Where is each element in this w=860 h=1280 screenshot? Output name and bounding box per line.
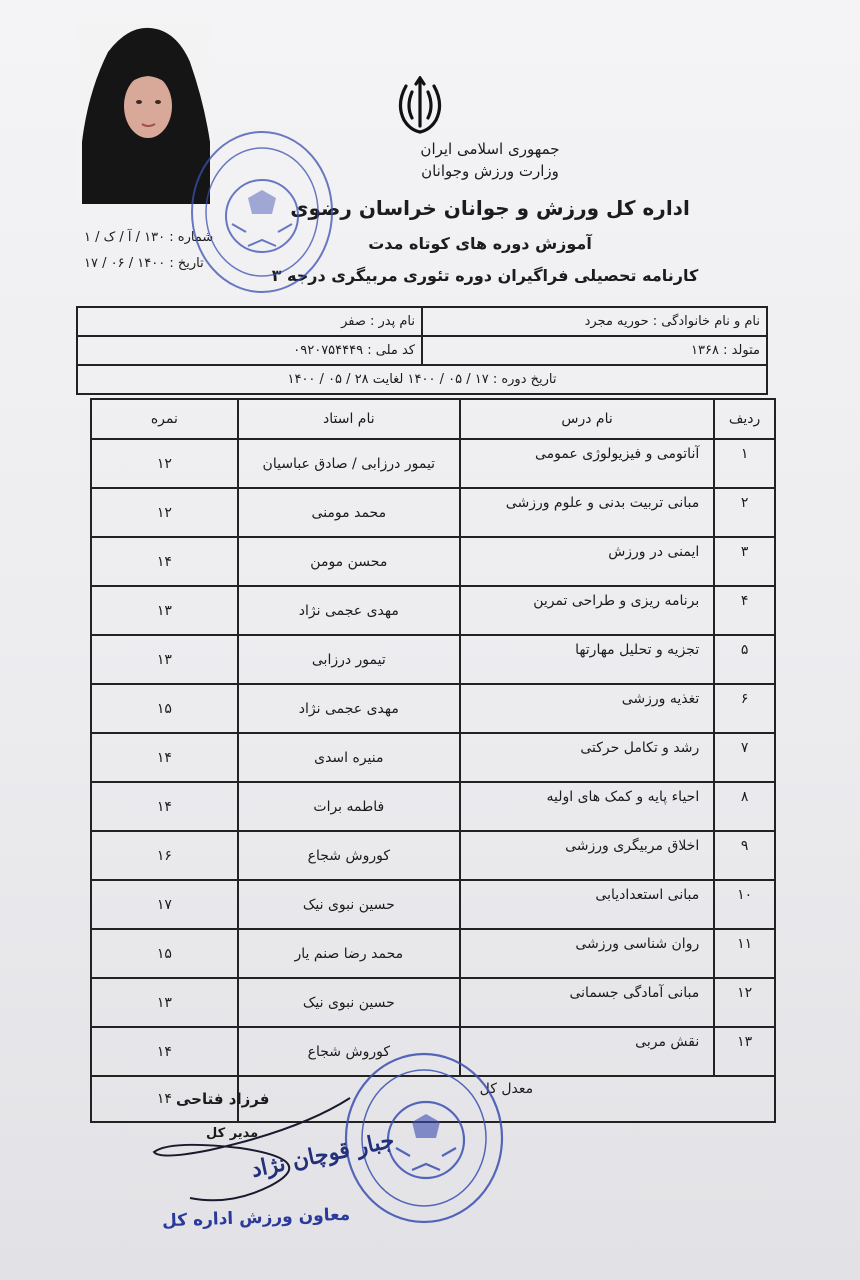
row-number: ۳ xyxy=(714,537,775,586)
row-number: ۱۱ xyxy=(714,929,775,978)
course-name: اخلاق مربیگری ورزشی xyxy=(460,831,714,880)
row-number: ۲ xyxy=(714,488,775,537)
teacher-name: کوروش شجاع xyxy=(238,1027,460,1076)
course-type: آموزش دوره های کوتاه مدت xyxy=(368,234,592,253)
birth-year: متولد : ۱۳۶۸ xyxy=(691,343,760,358)
teacher-name: محمد مومنی xyxy=(238,488,460,537)
student-info-table xyxy=(76,306,768,395)
course-name: مبانی آمادگی جسمانی xyxy=(460,978,714,1027)
row-number: ۱۳ xyxy=(714,1027,775,1076)
grade: ۱۲ xyxy=(91,488,238,537)
course-name: آناتومی و فیزیولوژی عمومی xyxy=(460,439,714,488)
header-grade: نمره xyxy=(91,399,238,439)
grade: ۱۳ xyxy=(91,978,238,1027)
table-row xyxy=(91,684,775,733)
reference-date: تاریخ : ۱۴۰۰ / ۰۶ / ۱۷ xyxy=(84,256,204,271)
table-row xyxy=(91,586,775,635)
table-row xyxy=(91,537,775,586)
deputy-name: جبار قوچان نژاد xyxy=(248,1127,397,1183)
table-row xyxy=(91,978,775,1027)
grade: ۱۴ xyxy=(91,537,238,586)
row-number: ۶ xyxy=(714,684,775,733)
director-role: مدیر کل xyxy=(206,1126,259,1141)
student-full-name: نام و نام خانوادگی : حوریه مجرد xyxy=(584,314,760,329)
father-name: نام پدر : صفر xyxy=(78,308,423,335)
table-row xyxy=(91,733,775,782)
row-number: ۸ xyxy=(714,782,775,831)
course-name: احیاء پایه و کمک های اولیه xyxy=(460,782,714,831)
course-name: روان شناسی ورزشی xyxy=(460,929,714,978)
table-header-row xyxy=(91,399,775,439)
grade: ۱۴ xyxy=(91,1027,238,1076)
row-number: ۱۲ xyxy=(714,978,775,1027)
teacher-name: تیمور درزابی xyxy=(238,635,460,684)
grade: ۱۵ xyxy=(91,684,238,733)
grade: ۱۲ xyxy=(91,439,238,488)
country-name: جمهوری اسلامی ایران xyxy=(420,140,560,158)
row-number: ۴ xyxy=(714,586,775,635)
organization-title: اداره کل ورزش و جوانان خراسان رضوی xyxy=(290,196,690,220)
row-number: ۹ xyxy=(714,831,775,880)
iran-emblem-icon xyxy=(392,76,448,136)
grade: ۱۴ xyxy=(91,782,238,831)
teacher-name: مهدی عجمی نژاد xyxy=(238,684,460,733)
header-teacher: نام استاد xyxy=(238,399,460,439)
row-number: ۵ xyxy=(714,635,775,684)
teacher-name: محمد رضا صنم یار xyxy=(238,929,460,978)
teacher-name: کوروش شجاع xyxy=(238,831,460,880)
header-row-number: ردیف xyxy=(714,399,775,439)
table-row xyxy=(91,439,775,488)
course-name: برنامه ریزی و طراحی تمرین xyxy=(460,586,714,635)
average-label: معدل کل xyxy=(238,1076,775,1122)
average-value: ۱۴ xyxy=(91,1076,238,1122)
teacher-name: مهدی عجمی نژاد xyxy=(238,586,460,635)
header-course: نام درس xyxy=(460,399,714,439)
table-row xyxy=(91,488,775,537)
course-name: رشد و تکامل حرکتی xyxy=(460,733,714,782)
grade: ۱۴ xyxy=(91,733,238,782)
table-row xyxy=(91,880,775,929)
reference-number: شماره : ۱۳۰ / آ / ک / ۱ xyxy=(84,230,214,245)
deputy-role: معاون ورزش اداره کل xyxy=(161,1204,351,1232)
course-name: مبانی استعدادیابی xyxy=(460,880,714,929)
grade: ۱۵ xyxy=(91,929,238,978)
course-name: مبانی تربیت بدنی و علوم ورزشی xyxy=(460,488,714,537)
report-title: کارنامه تحصیلی فراگیران دوره تئوری مربیگری درجه ۳ xyxy=(271,266,699,285)
row-number: ۱ xyxy=(714,439,775,488)
course-name: ایمنی در ورزش xyxy=(460,537,714,586)
grades-table xyxy=(90,398,776,1123)
table-row xyxy=(91,635,775,684)
row-number: ۱۰ xyxy=(714,880,775,929)
teacher-name: محسن مومن xyxy=(238,537,460,586)
teacher-name: حسین نبوی نیک xyxy=(238,880,460,929)
grade: ۱۳ xyxy=(91,586,238,635)
director-name: فرزاد فتاحی xyxy=(176,1090,270,1108)
national-id: کد ملی : ۰۹۲۰۷۵۴۴۴۹ xyxy=(78,337,423,364)
teacher-name: منیره اسدی xyxy=(238,733,460,782)
office-stamp-icon xyxy=(188,128,336,296)
teacher-name: فاطمه برات xyxy=(238,782,460,831)
grade: ۱۷ xyxy=(91,880,238,929)
course-name: تغذیه ورزشی xyxy=(460,684,714,733)
table-row xyxy=(91,831,775,880)
table-row xyxy=(91,782,775,831)
teacher-name: تیمور درزابی / صادق عباسیان xyxy=(238,439,460,488)
course-name: نقش مربی xyxy=(460,1027,714,1076)
grade: ۱۳ xyxy=(91,635,238,684)
teacher-name: حسین نبوی نیک xyxy=(238,978,460,1027)
grade: ۱۶ xyxy=(91,831,238,880)
course-dates: تاریخ دوره : ۱۷ / ۰۵ / ۱۴۰۰ لغایت ۲۸ / ۰۵ / ۱۴۰۰ xyxy=(287,372,557,387)
course-name: تجزیه و تحلیل مهارتها xyxy=(460,635,714,684)
row-number: ۷ xyxy=(714,733,775,782)
ministry-name: وزارت ورزش وجوانان xyxy=(421,162,559,180)
table-row xyxy=(91,929,775,978)
